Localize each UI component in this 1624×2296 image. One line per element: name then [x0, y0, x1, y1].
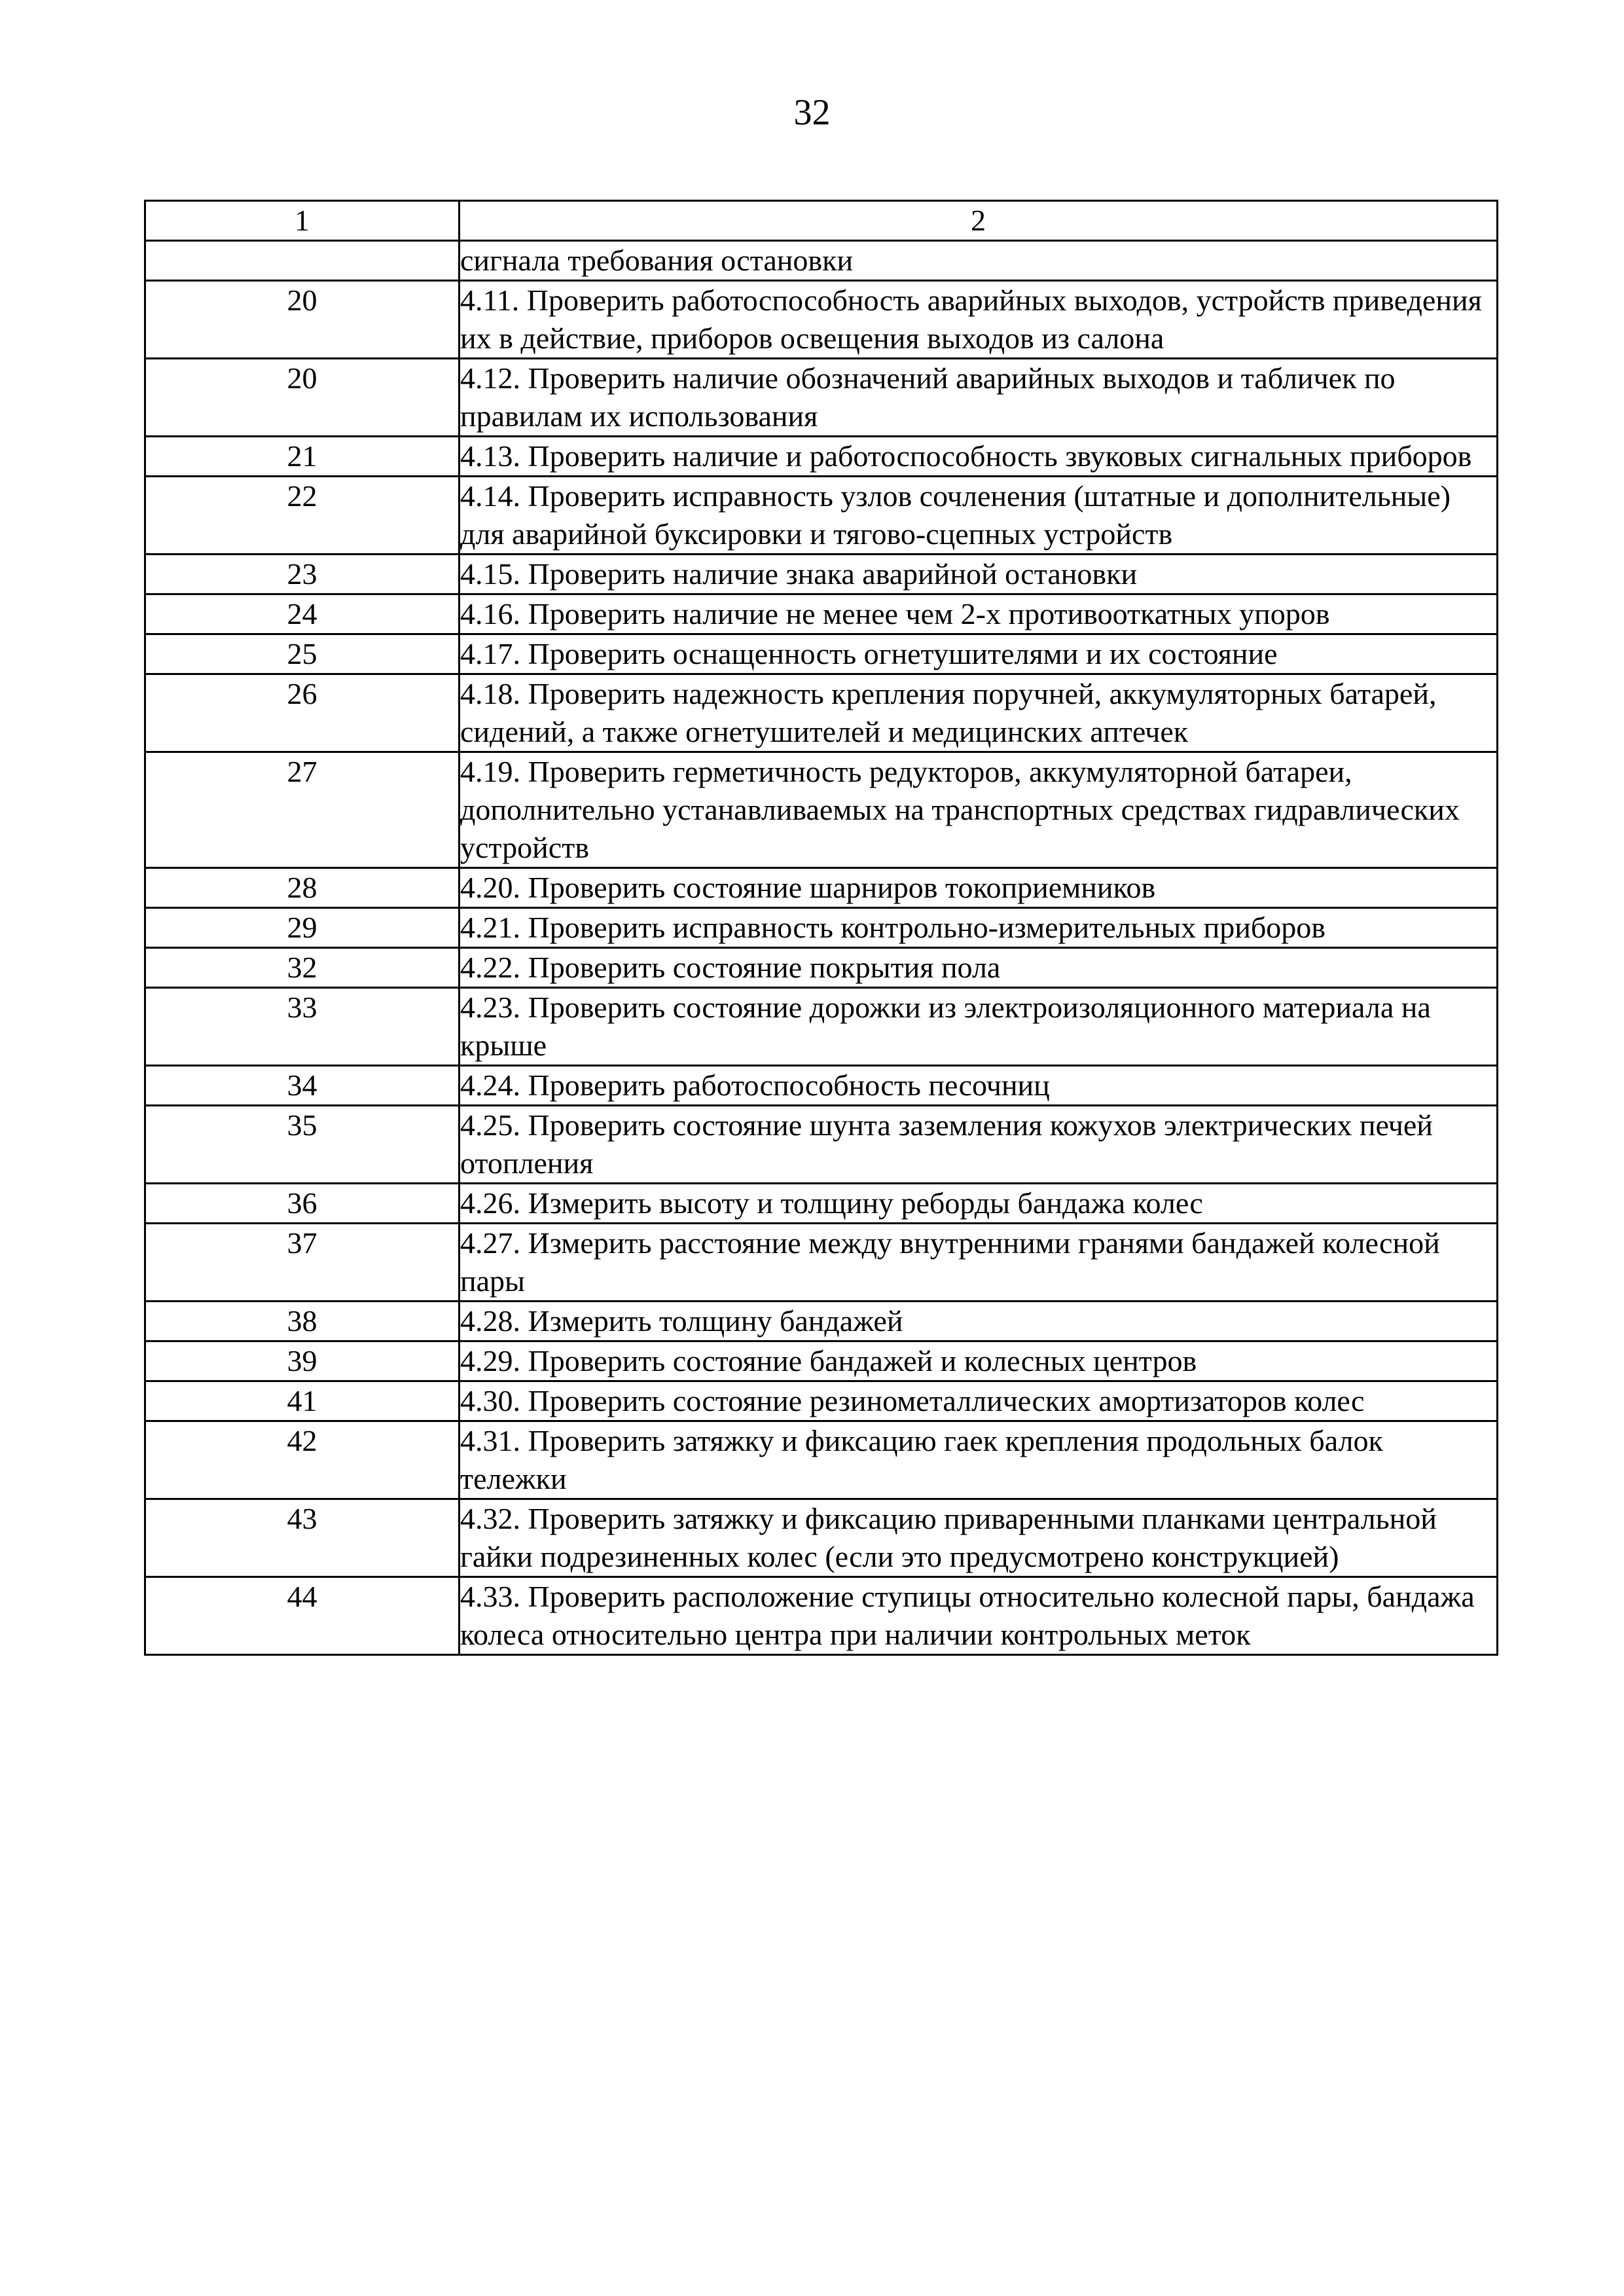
row-text-cell: 4.29. Проверить состояние бандажей и колесных центров [460, 1341, 1498, 1381]
row-text-cell: 4.21. Проверить исправность контрольно-измерительных приборов [460, 908, 1498, 948]
row-text-cell: 4.31. Проверить затяжку и фиксацию гаек крепления продольных балок тележки [460, 1421, 1498, 1499]
row-number-cell: 35 [145, 1106, 460, 1184]
row-text-cell: 4.15. Проверить наличие знака аварийной остановки [460, 555, 1498, 594]
row-number-cell: 33 [145, 988, 460, 1066]
table-row [145, 1499, 1498, 1577]
row-number-cell: 29 [145, 908, 460, 948]
row-number-cell: 39 [145, 1341, 460, 1381]
row-number-cell: 26 [145, 674, 460, 752]
row-number-cell: 23 [145, 555, 460, 594]
row-text-cell: 4.32. Проверить затяжку и фиксацию приваренными планками центральной гайки подрезиненных колес (если это предусмотрено конструкцией) [460, 1499, 1498, 1577]
row-text-cell: 4.11. Проверить работоспособность аварийных выходов, устройств приведения их в действие, приборов освещения выходов из салона [460, 281, 1498, 359]
table-row [145, 674, 1498, 752]
row-number-cell: 22 [145, 477, 460, 555]
row-text-cell: 4.20. Проверить состояние шарниров токоприемников [460, 868, 1498, 908]
table-body [145, 241, 1498, 1655]
row-number-cell: 27 [145, 752, 460, 868]
table-row [145, 1577, 1498, 1655]
row-text-cell: 4.30. Проверить состояние резинометаллических амортизаторов колес [460, 1381, 1498, 1421]
row-number-cell: 20 [145, 281, 460, 359]
table-header-row [145, 201, 1498, 241]
table-row [145, 1184, 1498, 1224]
table-row [145, 477, 1498, 555]
row-text-cell: 4.22. Проверить состояние покрытия пола [460, 948, 1498, 988]
row-number-cell: 32 [145, 948, 460, 988]
row-text-cell: 4.13. Проверить наличие и работоспособность звуковых сигнальных приборов [460, 437, 1498, 477]
table-row [145, 594, 1498, 634]
row-text-cell: 4.33. Проверить расположение ступицы относительно колесной пары, бандажа колеса относительно центра при наличии контрольных меток [460, 1577, 1498, 1655]
table-row [145, 908, 1498, 948]
table-row [145, 988, 1498, 1066]
page-number: 32 [793, 92, 831, 133]
row-number-cell: 25 [145, 634, 460, 674]
row-text-cell: 4.25. Проверить состояние шунта заземления кожухов электрических печей отопления [460, 1106, 1498, 1184]
row-text-cell: 4.24. Проверить работоспособность песочниц [460, 1066, 1498, 1106]
table-row [145, 1302, 1498, 1341]
table-row [145, 868, 1498, 908]
inspection-table [144, 200, 1498, 1656]
row-text-cell: 4.12. Проверить наличие обозначений аварийных выходов и табличек по правилам их использования [460, 359, 1498, 437]
row-number-cell: 41 [145, 1381, 460, 1421]
table-row [145, 634, 1498, 674]
table-row [145, 437, 1498, 477]
row-number-cell [145, 241, 460, 281]
row-text-cell: 4.28. Измерить толщину бандажей [460, 1302, 1498, 1341]
row-text-cell: 4.16. Проверить наличие не менее чем 2-х противооткатных упоров [460, 594, 1498, 634]
table-row [145, 1421, 1498, 1499]
table-row [145, 281, 1498, 359]
row-number-cell: 28 [145, 868, 460, 908]
table-row [145, 241, 1498, 281]
row-text-cell: 4.14. Проверить исправность узлов сочленения (штатные и дополнительные) для аварийной буксировки и тягово-сцепных устройств [460, 477, 1498, 555]
row-number-cell: 42 [145, 1421, 460, 1499]
row-number-cell: 24 [145, 594, 460, 634]
table-row [145, 359, 1498, 437]
row-text-cell: 4.18. Проверить надежность крепления поручней, аккумуляторных батарей, сидений, а также огнетушителей и медицинских аптечек [460, 674, 1498, 752]
row-text-cell: сигнала требования остановки [460, 241, 1498, 281]
row-number-cell: 38 [145, 1302, 460, 1341]
row-text-cell: 4.23. Проверить состояние дорожки из электроизоляционного материала на крыше [460, 988, 1498, 1066]
row-number-cell: 36 [145, 1184, 460, 1224]
table-row [145, 555, 1498, 594]
row-text-cell: 4.26. Измерить высоту и толщину реборды бандажа колес [460, 1184, 1498, 1224]
row-number-cell: 43 [145, 1499, 460, 1577]
column-header-2: 2 [460, 201, 1498, 241]
table-row [145, 948, 1498, 988]
table-row [145, 1224, 1498, 1302]
column-header-1: 1 [145, 201, 460, 241]
table-row [145, 1341, 1498, 1381]
row-number-cell: 21 [145, 437, 460, 477]
row-text-cell: 4.27. Измерить расстояние между внутренними гранями бандажей колесной пары [460, 1224, 1498, 1302]
table-row [145, 1381, 1498, 1421]
row-number-cell: 20 [145, 359, 460, 437]
row-text-cell: 4.19. Проверить герметичность редукторов, аккумуляторной батареи, дополнительно устанавливаемых на транспортных средствах гидравлических устройств [460, 752, 1498, 868]
row-text-cell: 4.17. Проверить оснащенность огнетушителями и их состояние [460, 634, 1498, 674]
table-row [145, 1106, 1498, 1184]
table-row [145, 1066, 1498, 1106]
table-row [145, 752, 1498, 868]
row-number-cell: 34 [145, 1066, 460, 1106]
row-number-cell: 37 [145, 1224, 460, 1302]
row-number-cell: 44 [145, 1577, 460, 1655]
